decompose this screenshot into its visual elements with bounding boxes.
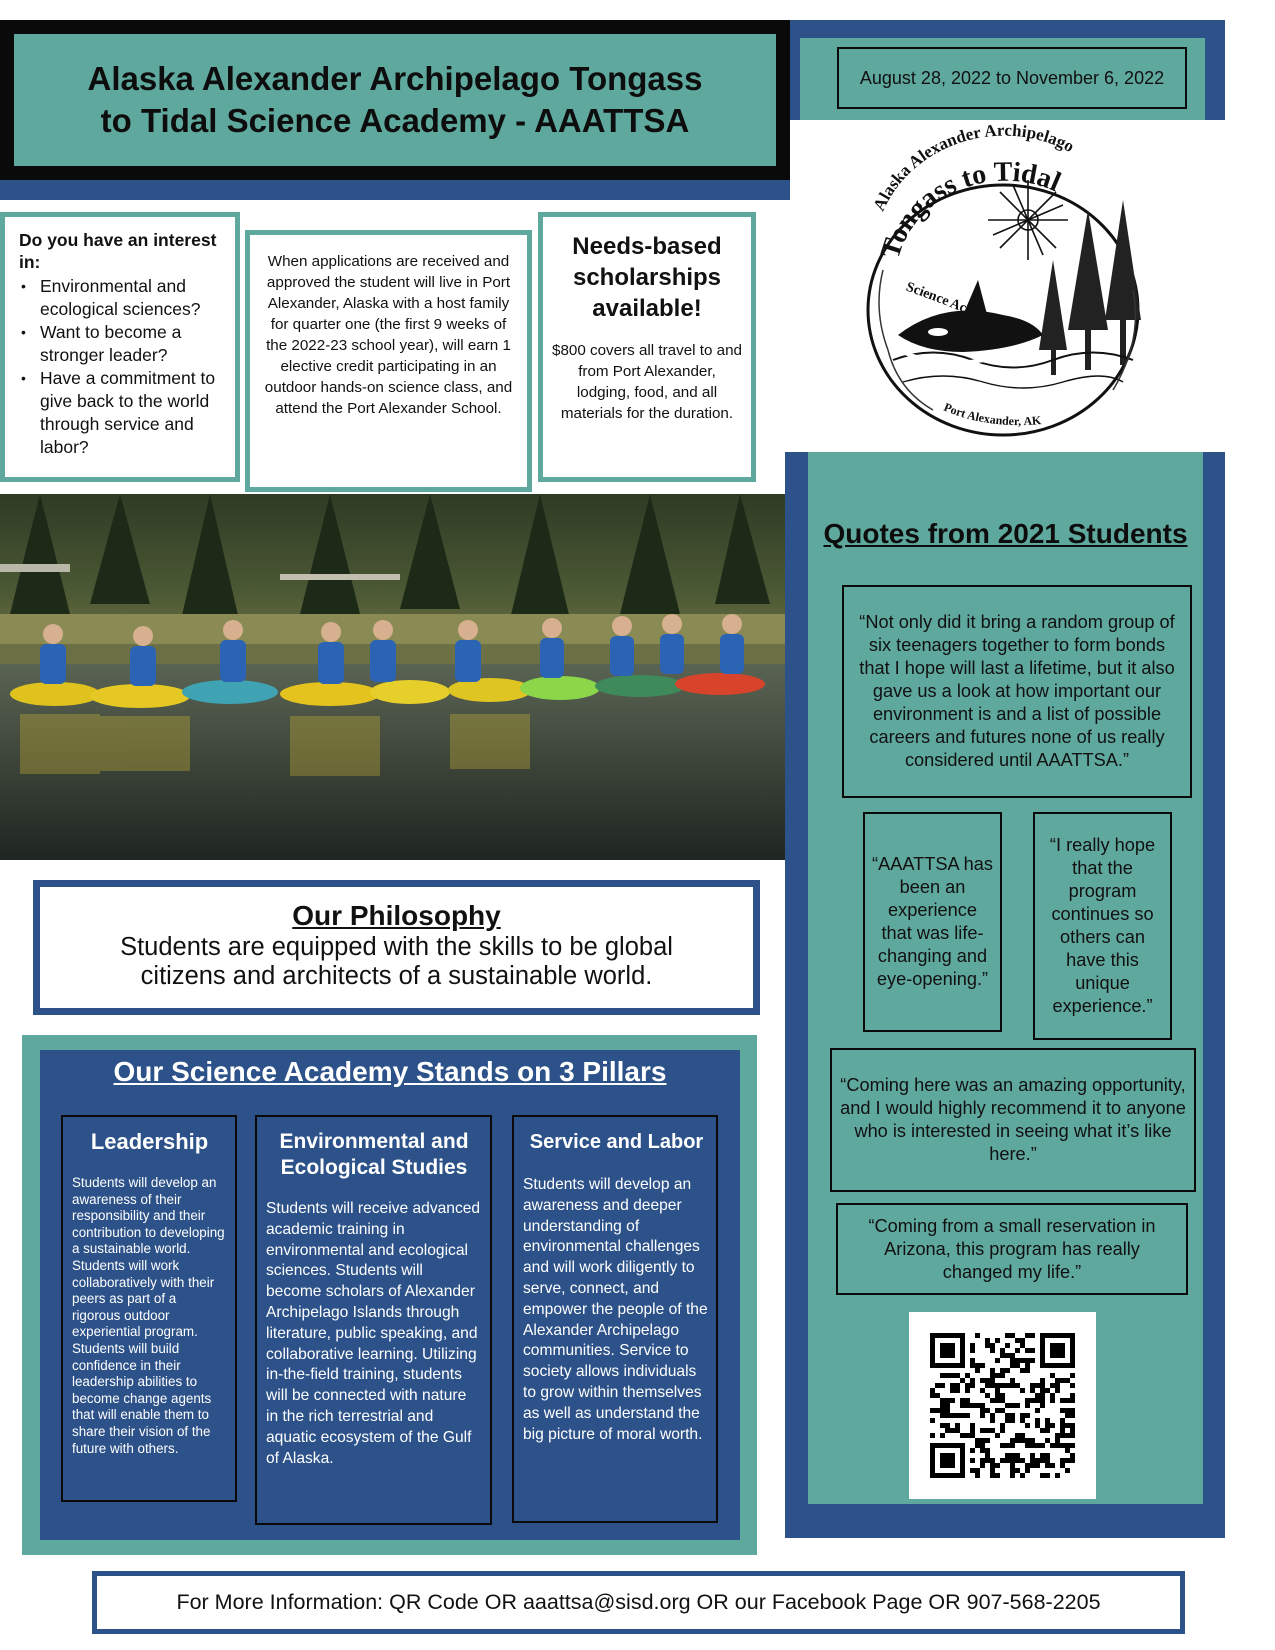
- student-quote: [830, 1048, 1196, 1192]
- pillar-heading: Leadership: [90, 1129, 209, 1154]
- academy-logo: [843, 120, 1168, 450]
- page-title-line1: Alaska Alexander Archipelago Tongass: [87, 60, 703, 97]
- interest-item: • Environmental and ecological sciences?: [19, 275, 225, 321]
- pillar-text: Students will receive advanced academic training in environmental and ecological sciences. Students will become scholars of Alexander Archipelago Islands through literature, public speaking, and collaborative learning. Utilizing in-the-field training, students will be connected with nature in the rich terrestrial and aquatic ecosystem of the Gulf of Alaska.: [266, 1200, 481, 1467]
- student-quote: [863, 812, 1002, 1032]
- interest-item: • Have a commitment to give back to the world through service and labor?: [19, 367, 225, 459]
- sun-icon: [988, 180, 1068, 260]
- quote-text: “Not only did it bring a random group of six teenagers together to form bonds that I hope will last a lifetime, but it also gave us a look at how important our environment is and a list of possible careers and futures none of us really considered until AAATTSA.”: [859, 612, 1175, 770]
- pillars-title: Our Science Academy Stands on 3 Pillars: [113, 1056, 667, 1087]
- logo-main-text: Tongass to Tidal: [874, 156, 1066, 263]
- philosophy-box: [33, 880, 760, 1015]
- interest-question: Do you have an interest in:: [19, 230, 217, 272]
- contact-footer: For More Information: QR Code OR aaattsa@sisd.org OR our Facebook Page OR 907-568-2205: [92, 1571, 1185, 1634]
- program-dates: August 28, 2022 to November 6, 2022: [837, 47, 1187, 109]
- pillar-heading: Service and Labor: [529, 1131, 704, 1153]
- logo-location-text: Port Alexander, AK: [941, 399, 1042, 429]
- philosophy-text: Students are equipped with the skills to be global citizens and architects of a sustainable world.: [120, 933, 673, 990]
- quotes-title: Quotes from 2021 Students: [823, 518, 1188, 549]
- pillar-text: Students will develop an awareness and deeper understanding of environmental challenges and will work diligently to serve, connect, and empower the people of the Alexander Archipelago communities. Service to society allows individuals to grow within themselves as well as understand the big picture of moral worth.: [523, 1176, 708, 1443]
- page-title-line2: to Tidal Science Academy - AAATTSA: [100, 102, 690, 139]
- quote-text: “I really hope that the program continues so others can have this unique experience.”: [1049, 835, 1156, 1016]
- student-quote: [836, 1203, 1188, 1295]
- title-box: [10, 30, 780, 170]
- pillar-text: Students will develop an awareness of their responsibility and their contribution to developing a sustainable world. Students will work collaboratively with their peers as part of a rigorous outdoor experiential program. Students will build confidence in their leadership abilities to become change agents that will enable them to share their vision of the future with others.: [72, 1175, 225, 1456]
- logo-graphic: [843, 120, 1168, 450]
- student-quote: [842, 585, 1192, 798]
- application-text: When applications are received and approved the student will live in Port Alexander, Alaska with a host family for quarter one (the first 9 weeks of the 2022-23 school year), will earn 1 elective credit participating in an outdoor hands-on science class, and attend the Port Alexander School.: [264, 253, 513, 417]
- page-title: [88, 58, 703, 142]
- logo-arc-text: Alaska Alexander Archipelago: [869, 120, 1078, 214]
- qr-code[interactable]: [909, 1312, 1096, 1499]
- pillar-environmental-studies: [255, 1115, 492, 1525]
- svg-text:Port Alexander, AK: [942, 400, 1042, 428]
- pillar-service-labor: [512, 1115, 718, 1523]
- tree-icon: [1039, 200, 1141, 375]
- student-quote: [1033, 812, 1172, 1040]
- pillar-heading: Environmental and Ecological Studies: [279, 1130, 469, 1179]
- scholarship-text: $800 covers all travel to and from Port Alexander, lodging, food, and all materials for the duration.: [552, 342, 742, 422]
- interest-item: • Want to become a stronger leader?: [19, 321, 225, 367]
- qr-code-icon: [909, 1312, 1096, 1499]
- kayak-photo: [0, 494, 785, 860]
- quote-text: “AAATTSA has been an experience that was life-changing and eye-opening.”: [872, 854, 993, 989]
- quote-text: “Coming here was an amazing opportunity, and I would highly recommend it to anyone who is interested in seeing what it’s like here.”: [840, 1075, 1186, 1164]
- pillar-leadership: [61, 1115, 237, 1502]
- philosophy-title: Our Philosophy: [292, 900, 501, 931]
- quote-text: “Coming from a small reservation in Arizona, this program has really changed my life.”: [868, 1215, 1156, 1282]
- logo-sub-text: Science Academy: [903, 279, 1006, 327]
- interest-list: [19, 275, 225, 459]
- kayak-photo-graphic: [0, 494, 785, 860]
- interest-box: [0, 212, 240, 482]
- scholarship-heading: Needs-based scholarships available!: [572, 233, 722, 322]
- application-box: [245, 230, 532, 492]
- scholarship-box: [538, 212, 756, 482]
